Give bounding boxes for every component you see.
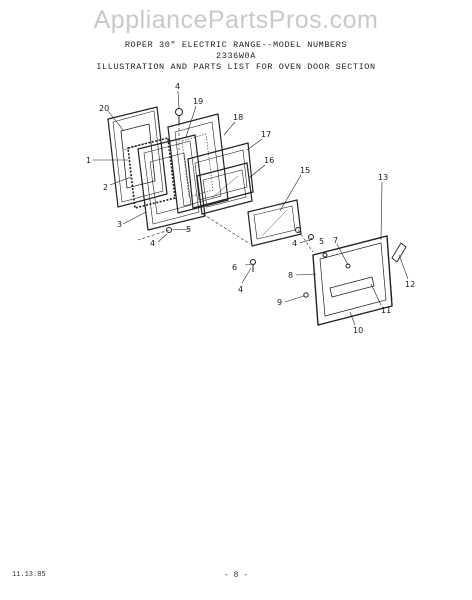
callout-numbers: [86, 82, 415, 335]
callout-4-left: 4: [150, 239, 156, 248]
callout-13: 13: [378, 173, 389, 182]
callout-12: 12: [405, 280, 416, 289]
callout-1: 1: [86, 156, 92, 165]
callout-6: 6: [232, 263, 238, 272]
callout-17: 17: [261, 130, 272, 139]
callout-11: 11: [381, 306, 392, 315]
page-number: - 8 -: [223, 571, 248, 580]
callout-20: 20: [99, 104, 110, 113]
callout-3: 3: [117, 220, 123, 229]
callout-9: 9: [277, 298, 283, 307]
hardware-screws: [167, 109, 351, 298]
footer-date: 11.13.85: [12, 571, 46, 579]
callout-8: 8: [288, 271, 294, 280]
callout-2: 2: [103, 183, 109, 192]
callout-4-bottom: 4: [238, 285, 244, 294]
diagram-title: ROPER 30" ELECTRIC RANGE--MODEL NUMBERS: [124, 40, 348, 50]
part-12-door-handle: [389, 243, 406, 300]
callout-5-left: 5: [186, 225, 192, 234]
callout-15: 15: [300, 166, 311, 175]
callout-7: 7: [333, 236, 339, 245]
callout-4-mid: 4: [292, 239, 298, 248]
diagram-subtitle: ILLUSTRATION AND PARTS LIST FOR OVEN DOOR SECTION: [96, 62, 376, 72]
callout-4-top: 4: [175, 82, 181, 91]
model-number: 2336W0A: [216, 51, 256, 61]
callout-5-right: 5: [319, 237, 325, 246]
site-watermark: AppliancePartsPros.com: [93, 6, 379, 34]
callout-19: 19: [193, 97, 204, 106]
callout-18: 18: [233, 113, 244, 122]
callout-16: 16: [264, 156, 275, 165]
callout-10: 10: [353, 326, 364, 335]
